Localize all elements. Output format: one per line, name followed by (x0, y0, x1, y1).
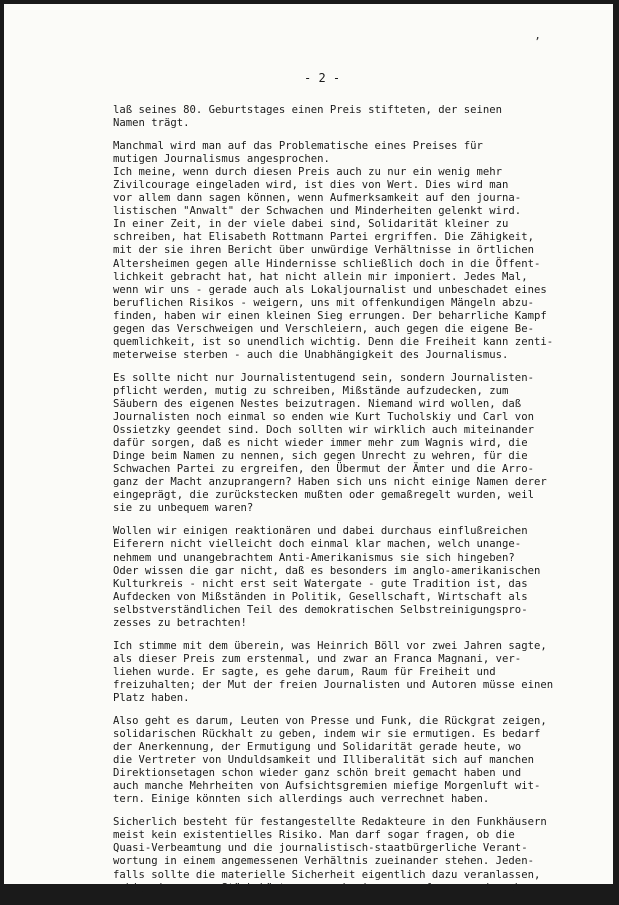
text-line: Wollen wir einigen reaktionären und dabei durchaus einflußreichen (113, 525, 528, 538)
text-line: dafür sorgen, daß es nicht wieder immer mehr zum Wagnis wird, die (113, 437, 528, 450)
text-line: pflicht werden, mutig zu schreiben, Mißstände aufzudecken, zum (113, 384, 509, 397)
text-line: Ossietzky geendet sind. Doch sollten wir wirklich auch miteinander (113, 424, 534, 437)
text-line: Journalisten noch einmal so enden wie Kurt Tucholskiy und Carl von (113, 411, 534, 424)
text-line: meterweise sterben - auch die Unabhängigkeit des Journalismus. (113, 348, 509, 361)
text-line: In einer Zeit, in der viele dabei sind, Solidarität kleiner zu (113, 218, 509, 231)
text-line: Quasi-Verbeamtung und die journalistisch-staatbürgerliche Verant- (113, 842, 528, 855)
text-line: Altersheimen gegen alle Hindernisse schließlich doch in die Öffent- (113, 257, 541, 270)
text-line: selbstverständlichen Teil des demokratischen Selbstreinigungspro- (113, 603, 528, 616)
text-line: mit der sie ihren Bericht über unwürdige Verhältnisse in örtlichen (113, 244, 534, 257)
text-line: Platz haben. (113, 691, 190, 704)
text-line: Sicherlich besteht für festangestellte Redakteure in den Funkhäusern (113, 816, 547, 829)
text-line: Dinge beim Namen zu nennen, sich gegen Unrecht zu wehren, für die (113, 450, 528, 463)
paragraph (113, 525, 583, 629)
text-line: ganz der Macht anzuprangern? Haben sich uns nicht einige Namen derer (113, 476, 547, 489)
text-line: mutigen Journalismus angesprochen. (113, 153, 330, 166)
text-line: Manchmal wird man auf das Problematische eines Preises für (113, 140, 483, 153)
text-line: lichkeit gebracht hat, hat nicht allein mir imponiert. Jedes Mal, (113, 270, 528, 283)
text-line: eingeprägt, die zurückstecken mußten oder gemaßregelt wurden, weil (113, 489, 534, 502)
text-line: zesses zu betrachten! (113, 616, 247, 629)
text-line: Schwachen Partei zu ergreifen, den Übermut der Ämter und die Arro- (113, 463, 534, 476)
text-line: finden, haben wir einen kleinen Sieg errungen. Der beharrliche Kampf (113, 309, 547, 322)
text-line: wenn wir uns - gerade auch als Lokaljournalist und unbeschadet eines (113, 283, 547, 296)
text-line: meist kein existentielles Risiko. Man darf sogar fragen, ob die (113, 829, 515, 842)
text-line: laß seines 80. Geburtstages einen Preis stifteten, der seinen (113, 104, 503, 116)
text-line: nehmem und unangebrachtem Anti-Amerikanismus sie sich hingeben? (113, 551, 515, 564)
text-line: als dieser Preis zum erstenmal, und zwar an Franca Magnani, ver- (113, 652, 522, 665)
text-line: Eiferern nicht vielleicht doch einmal klar machen, welch unange- (113, 538, 522, 551)
text-line: listischen "Anwalt" der Schwachen und Minderheiten gelenkt wird. (113, 205, 522, 218)
text-line: Zivilcourage eingeladen wird, ist dies von Wert. Dies wird man (113, 179, 509, 192)
paragraph (113, 816, 583, 894)
text-line: der Anerkennung, der Ermutigung und Solidarität gerade heute, wo (113, 741, 522, 754)
text-line: wortung in einem angemessenen Verhältnis zueinander stehen. Jeden- (113, 855, 534, 868)
text-line: Ich meine, wenn durch diesen Preis auch zu nur ein wenig mehr (113, 166, 503, 179)
text-line: Es sollte nicht nur Journalistentugend sein, sondern Journalisten- (113, 371, 534, 384)
text-line: Säubern des eigenen Nestes beizutragen. Niemand wird wollen, daß (113, 397, 522, 410)
paragraph (113, 140, 583, 362)
body-text (113, 104, 583, 905)
paragraph (113, 104, 583, 130)
text-line: tern. Einige könnten sich allerdings auch verrechnet haben. (113, 793, 490, 806)
text-line: ruhig ein ganzes Stück härter zu recherieren, zu fragen und nachzu- (113, 881, 541, 894)
text-line: Ich stimme mit dem überein, was Heinrich Böll vor zwei Jahren sagte, (113, 639, 547, 652)
text-line: Direktionsetagen schon wieder ganz schön breit gemacht haben und (113, 767, 522, 780)
paragraph (113, 715, 583, 806)
text-line: vor allem dann sagen können, wenn Aufmerksamkeit auf den journa- (113, 192, 522, 205)
text-line: Oder wissen die gar nicht, daß es besonders im anglo-amerikanischen (113, 564, 541, 577)
text-line: die Vertreter von Unduldsamkeit und Illiberalität sich auf manchen (113, 754, 534, 767)
text-line: sie zu unbequem waren? (113, 502, 254, 515)
text-line: Also geht es darum, Leuten von Presse und Funk, die Rückgrat zeigen, (113, 715, 547, 728)
paragraph (113, 372, 583, 516)
text-line: auch manche Mehrheiten von Aufsichtsgremien miefige Morgenluft wit- (113, 780, 541, 793)
text-line: Kulturkreis - nicht erst seit Watergate - gute Tradition ist, das (113, 577, 528, 590)
text-line: schreiben, hat Elisabeth Rottmann Partei ergriffen. Die Zähigkeit, (113, 231, 534, 244)
paragraph (113, 640, 583, 705)
page-number: - 2 - (304, 71, 341, 85)
text-line: beruflichen Risikos - weigern, uns mit offenkundigen Mängeln abzu- (113, 296, 534, 309)
text-line: quemlichkeit, ist so unendlich wichtig. Denn die Freiheit kann zenti- (113, 335, 554, 348)
text-line: liehen wurde. Er sagte, es gehe darum, Raum für Freiheit und (113, 665, 496, 678)
text-line: Aufdecken von Mißständen in Politik, Gesellschaft, Wirtschaft als (113, 590, 528, 603)
text-line: Namen trägt. (113, 117, 190, 130)
text-line: gegen das Verschweigen und Verschleiern, auch gegen die eigene Be- (113, 322, 534, 335)
corner-mark: ’ (534, 35, 541, 48)
text-line: solidarischen Rückhalt zu geben, indem wir sie ermutigen. Es bedarf (113, 728, 541, 741)
text-line: freizuhalten; der Mut der freien Journalisten und Autoren müsse einen (113, 678, 554, 691)
text-line: falls sollte die materielle Sicherheit eigentlich dazu veranlassen, (113, 868, 541, 881)
typewritten-page (4, 4, 613, 894)
